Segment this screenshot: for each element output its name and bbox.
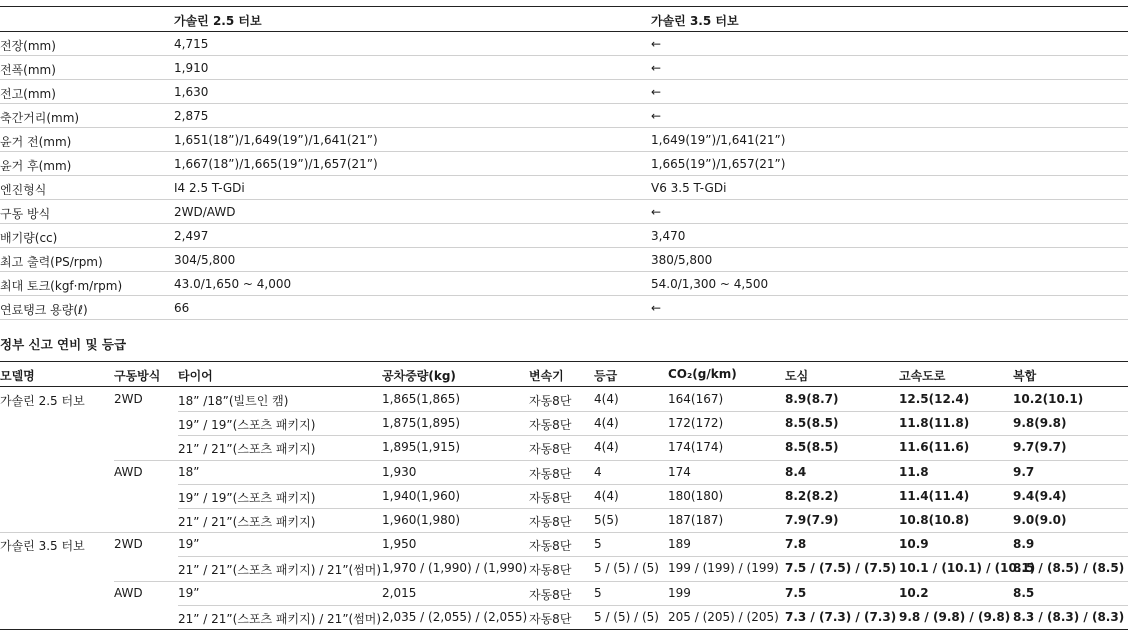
header-model: 모델명 [0,369,35,383]
tire: 19” / 19”(스포츠 패키지) [178,418,316,433]
co2: 205 / (205) / (205) [668,609,779,624]
spec-label: 윤거 후(mm) [0,159,72,173]
drive-type: AWD [114,585,143,600]
header-tire: 타이어 [178,369,213,383]
combined-mpg: 10.2(10.1) [1013,392,1084,406]
transmission: 자동8단 [529,563,572,578]
tire: 21” / 21”(스포츠 패키지) / 21”(썸머) [178,563,382,578]
spec-value-2-5-turbo: 4,715 [174,37,209,51]
tire: 18” [178,464,200,479]
curb-weight: 2,015 [382,585,417,600]
header-grade: 등급 [594,369,618,383]
transmission: 자동8단 [529,587,572,602]
combined-mpg: 9.7(9.7) [1013,440,1067,455]
spec-header-3-5-turbo: 가솔린 3.5 터보 [651,14,739,28]
grade: 5 / (5) / (5) [594,609,659,624]
grade: 5(5) [594,512,619,527]
co2: 199 [668,585,691,600]
transmission: 자동8단 [529,490,572,505]
combined-mpg: 8.3 / (8.3) / (8.3) [1013,609,1125,624]
fuel-row [0,411,1128,435]
spec-row [0,200,1128,224]
city-mpg: 7.5 / (7.5) / (7.5) [785,561,897,576]
co2: 187(187) [668,512,724,527]
transmission: 자동8단 [529,466,572,481]
fuel-header-row [0,361,1128,387]
spec-row [0,296,1128,320]
spec-value-2-5-turbo: 2,497 [174,229,209,243]
transmission: 자동8단 [529,418,572,433]
combined-mpg: 9.0(9.0) [1013,512,1067,527]
highway-mpg: 10.9 [899,537,929,552]
spec-row [0,272,1128,296]
co2: 172(172) [668,416,724,431]
drive-type: 2WD [114,392,143,406]
header-transmission: 변속기 [529,369,564,383]
spec-value-3-5-turbo: ← [651,37,662,51]
combined-mpg: 8.5 / (8.5) / (8.5) [1013,561,1125,576]
co2: 189 [668,537,691,552]
highway-mpg: 10.2 [899,585,929,600]
combined-mpg: 8.9 [1013,537,1035,552]
city-mpg: 7.8 [785,537,807,552]
spec-label: 최고 출력(PS/rpm) [0,255,103,269]
city-mpg: 8.5(8.5) [785,416,839,431]
combined-mpg: 9.4(9.4) [1013,488,1067,503]
spec-value-3-5-turbo: ← [651,61,662,75]
fuel-row [0,484,1128,508]
highway-mpg: 12.5(12.4) [899,392,970,406]
spec-label: 최대 토크(kgf·m/rpm) [0,279,123,293]
spec-label: 전고(mm) [0,87,56,101]
spec-row [0,32,1128,56]
highway-mpg: 9.8 / (9.8) / (9.8) [899,609,1011,624]
grade: 5 [594,537,602,552]
spec-label: 구동 방식 [0,207,51,221]
spec-label: 엔진형식 [0,183,47,197]
spec-label: 전폭(mm) [0,63,56,77]
spec-row [0,56,1128,80]
city-mpg: 8.4 [785,464,807,479]
fuel-table [0,361,1128,630]
fuel-row [0,581,1128,605]
spec-value-3-5-turbo: 3,470 [651,229,686,243]
model-name: 가솔린 2.5 터보 [0,394,85,408]
highway-mpg: 11.4(11.4) [899,488,970,503]
spec-value-3-5-turbo: V6 3.5 T-GDi [651,181,727,195]
fuel-row [0,435,1128,459]
fuel-row [0,508,1128,532]
combined-mpg: 9.7 [1013,464,1035,479]
spec-row [0,152,1128,176]
co2: 164(167) [668,392,724,406]
city-mpg: 8.9(8.7) [785,392,839,406]
highway-mpg: 10.8(10.8) [899,512,970,527]
spec-label: 축간거리(mm) [0,111,80,125]
spec-value-2-5-turbo: 1,910 [174,61,209,75]
curb-weight: 1,970 / (1,990) / (1,990) [382,561,528,576]
drive-type: 2WD [114,537,143,552]
fuel-row [0,532,1128,556]
transmission: 자동8단 [529,394,572,408]
grade: 4(4) [594,392,619,406]
spec-row [0,80,1128,104]
drive-type: AWD [114,464,143,479]
model-name: 가솔린 3.5 터보 [0,539,85,554]
grade: 5 [594,585,602,600]
spec-value-3-5-turbo: 1,665(19”)/1,657(21”) [651,157,786,171]
spec-value-2-5-turbo: 1,651(18”)/1,649(19”)/1,641(21”) [174,133,378,147]
grade: 4(4) [594,440,619,455]
header-co2: CO₂(g/km) [668,367,737,381]
header-curb-weight: 공차중량(kg) [382,369,456,383]
co2: 174 [668,464,691,479]
fuel-row [0,605,1128,630]
curb-weight: 1,930 [382,464,417,479]
co2: 174(174) [668,440,724,455]
header-highway: 고속도로 [899,369,946,383]
curb-weight: 1,875(1,895) [382,416,461,431]
spec-header-2-5-turbo: 가솔린 2.5 터보 [174,14,262,28]
spec-value-2-5-turbo: 304/5,800 [174,253,236,267]
grade: 4 [594,464,602,479]
spec-value-3-5-turbo: 54.0/1,300 ~ 4,500 [651,277,769,291]
co2: 199 / (199) / (199) [668,561,779,576]
spec-table [0,6,1128,320]
curb-weight: 1,960(1,980) [382,512,461,527]
fuel-row [0,387,1128,411]
header-drive: 구동방식 [114,369,161,383]
spec-row [0,128,1128,152]
grade: 5 / (5) / (5) [594,561,659,576]
transmission: 자동8단 [529,442,572,457]
spec-value-3-5-turbo: ← [651,85,662,99]
spec-value-2-5-turbo: 43.0/1,650 ~ 4,000 [174,277,292,291]
highway-mpg: 11.8(11.8) [899,416,970,431]
tire: 19” [178,537,200,552]
spec-value-2-5-turbo: 1,667(18”)/1,665(19”)/1,657(21”) [174,157,378,171]
grade: 4(4) [594,416,619,431]
transmission: 자동8단 [529,514,572,529]
spec-label: 배기량(cc) [0,231,58,245]
spec-row [0,224,1128,248]
tire: 19” / 19”(스포츠 패키지) [178,490,316,505]
spec-label: 연료탱크 용량(ℓ) [0,303,88,317]
combined-mpg: 8.5 [1013,585,1035,600]
fuel-section-title: 정부 신고 연비 및 등급 [0,337,127,352]
city-mpg: 8.2(8.2) [785,488,839,503]
spec-header-row [0,6,1128,32]
co2: 180(180) [668,488,724,503]
highway-mpg: 11.6(11.6) [899,440,970,455]
grade: 4(4) [594,488,619,503]
spec-value-2-5-turbo: 2WD/AWD [174,205,236,219]
city-mpg: 7.5 [785,585,807,600]
highway-mpg: 10.1 / (10.1) / (10.1) [899,561,1036,576]
highway-mpg: 11.8 [899,464,929,479]
spec-value-3-5-turbo: 1,649(19”)/1,641(21”) [651,133,786,147]
spec-label: 전장(mm) [0,39,56,53]
spec-value-2-5-turbo: 2,875 [174,109,209,123]
spec-value-3-5-turbo: ← [651,205,662,219]
city-mpg: 7.9(7.9) [785,512,839,527]
city-mpg: 7.3 / (7.3) / (7.3) [785,609,897,624]
city-mpg: 8.5(8.5) [785,440,839,455]
tire: 19” [178,585,200,600]
tire: 21” / 21”(스포츠 패키지) / 21”(썸머) [178,611,382,626]
curb-weight: 2,035 / (2,055) / (2,055) [382,609,528,624]
spec-value-3-5-turbo: ← [651,301,662,315]
spec-value-3-5-turbo: 380/5,800 [651,253,713,267]
fuel-row [0,460,1128,484]
spec-value-3-5-turbo: ← [651,109,662,123]
curb-weight: 1,865(1,865) [382,392,461,406]
header-city: 도심 [785,369,809,383]
fuel-row [0,556,1128,580]
spec-value-2-5-turbo: 66 [174,301,190,315]
spec-value-2-5-turbo: 1,630 [174,85,209,99]
tire: 21” / 21”(스포츠 패키지) [178,514,316,529]
combined-mpg: 9.8(9.8) [1013,416,1067,431]
spec-row [0,104,1128,128]
transmission: 자동8단 [529,539,572,554]
tire: 21” / 21”(스포츠 패키지) [178,442,316,457]
spec-label: 윤거 전(mm) [0,135,72,149]
tire: 18” /18”(빌트인 캠) [178,394,289,408]
spec-row [0,176,1128,200]
curb-weight: 1,940(1,960) [382,488,461,503]
curb-weight: 1,895(1,915) [382,440,461,455]
spec-value-2-5-turbo: I4 2.5 T-GDi [174,181,245,195]
header-combined: 복합 [1013,369,1037,383]
spec-row [0,248,1128,272]
curb-weight: 1,950 [382,537,417,552]
transmission: 자동8단 [529,611,572,626]
